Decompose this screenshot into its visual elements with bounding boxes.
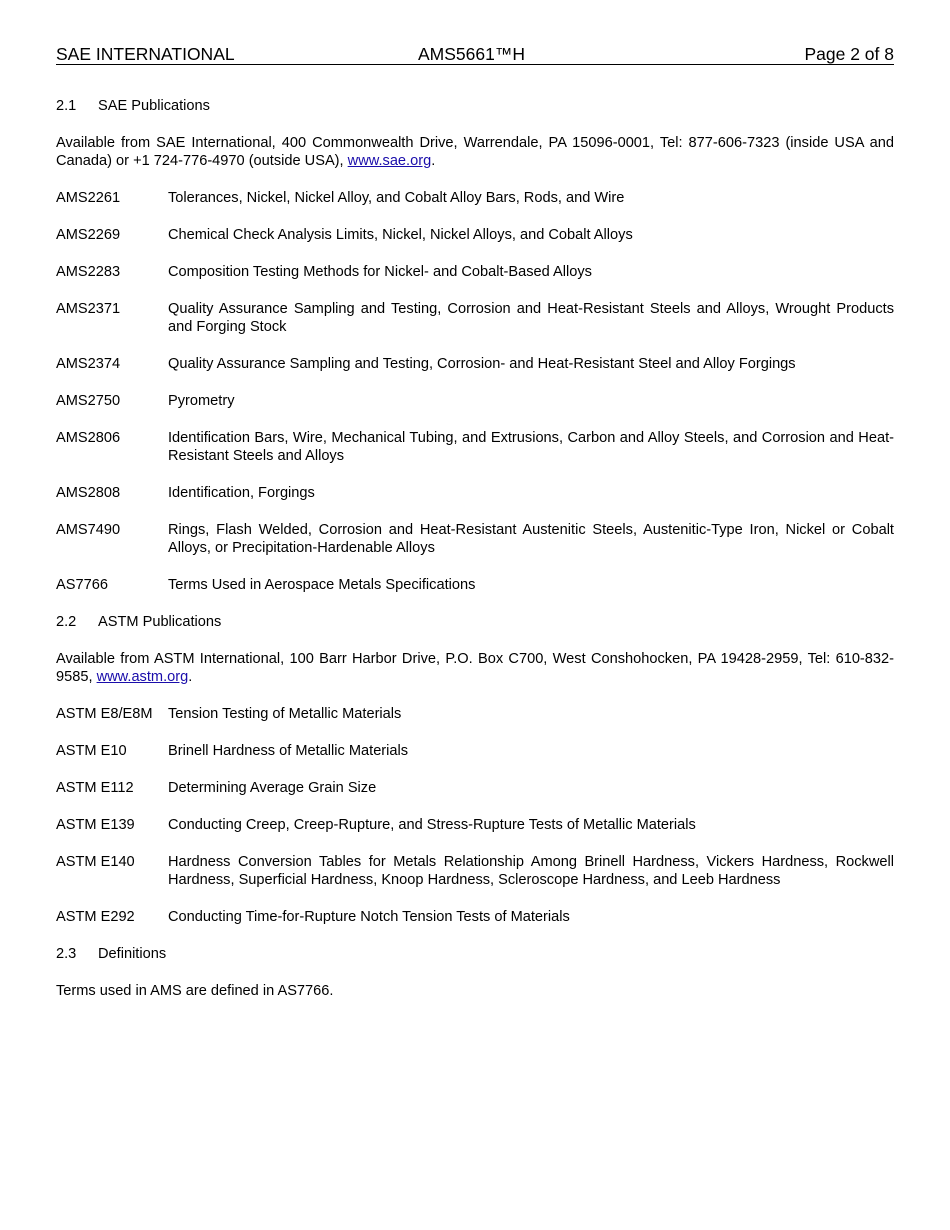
reference-title: Composition Testing Methods for Nickel- and Cobalt-Based Alloys — [168, 264, 592, 280]
section-number: 2.1 — [56, 98, 77, 114]
page-header — [56, 44, 894, 65]
reference-row — [56, 816, 894, 834]
reference-id: ASTM E292 — [56, 909, 135, 925]
reference-row — [56, 779, 894, 797]
definitions-paragraph: Terms used in AMS are defined in AS7766. — [56, 983, 334, 999]
reference-row — [56, 355, 894, 373]
reference-title: Conducting Time-for-Rupture Notch Tension Tests of Materials — [168, 909, 570, 925]
reference-row — [56, 226, 894, 244]
reference-title: Brinell Hardness of Metallic Materials — [168, 743, 409, 759]
reference-title: Determining Average Grain Size — [168, 780, 377, 796]
section-heading — [56, 613, 894, 631]
reference-title: Rings, Flash Welded, Corrosion and Heat-Resistant Austenitic Steels, Austenitic-Type Iron, Nickel or Cobalt Alloys, or Precipitation-Hardenable Alloys — [168, 522, 894, 556]
astm-reference-list — [56, 705, 894, 926]
reference-row — [56, 705, 894, 723]
section-heading — [56, 97, 894, 115]
reference-title: Conducting Creep, Creep-Rupture, and Stress-Rupture Tests of Metallic Materials — [168, 817, 696, 833]
astm-website-link[interactable]: www.astm.org — [96, 669, 189, 685]
section-title: ASTM Publications — [98, 614, 222, 630]
reference-id: ASTM E8/E8M — [56, 706, 153, 722]
reference-id: AMS2374 — [56, 356, 121, 372]
availability-paragraph: Available from SAE International, 400 Commonwealth Drive, Warrendale, PA 15096-0001, Tel: 877-606-7323 (inside USA and Canada) or +1 724-776-4970 (outside USA), www.sae.org. — [56, 135, 894, 169]
availability-paragraph: Available from ASTM International, 100 Barr Harbor Drive, P.O. Box C700, West Conshohocken, PA 19428-2959, Tel: 610-832-9585, www.astm.org. — [56, 651, 894, 685]
header-organization: SAE INTERNATIONAL — [56, 44, 235, 64]
reference-id: AMS2371 — [56, 301, 121, 317]
reference-id: ASTM E140 — [56, 854, 135, 870]
availability-text: Available from ASTM International, 100 Barr Harbor Drive, P.O. Box C700, West Conshohocken, PA 19428-2959, Tel: 610-832-9585, — [56, 651, 894, 685]
document-body — [56, 97, 894, 1019]
availability-text: Available from SAE International, 400 Commonwealth Drive, Warrendale, PA 15096-0001, Tel: 877-606-7323 (inside USA and Canada) or +1 724-776-4970 (outside USA), — [56, 135, 894, 169]
reference-row — [56, 392, 894, 410]
reference-title: Tension Testing of Metallic Materials — [168, 706, 402, 722]
reference-row — [56, 908, 894, 926]
header-page-number: Page 2 of 8 — [804, 44, 894, 64]
sae-reference-list — [56, 189, 894, 594]
reference-id: AMS2261 — [56, 190, 121, 206]
section-heading — [56, 945, 894, 963]
reference-title: Hardness Conversion Tables for Metals Relationship Among Brinell Hardness, Vickers Hardness, Rockwell Hardness, Superficial Hardness, Knoop Hardness, Scleroscope Hardness, and Leeb Hardness — [168, 854, 894, 888]
section-number: 2.2 — [56, 614, 77, 630]
header-document-code: AMS5661™H — [418, 44, 525, 64]
reference-title: Pyrometry — [168, 393, 235, 409]
reference-title: Identification, Forgings — [168, 485, 315, 501]
reference-title: Terms Used in Aerospace Metals Specifications — [168, 577, 476, 593]
sae-website-link[interactable]: www.sae.org — [347, 153, 432, 169]
reference-id: AS7766 — [56, 577, 108, 593]
reference-row — [56, 742, 894, 760]
reference-title: Identification Bars, Wire, Mechanical Tubing, and Extrusions, Carbon and Alloy Steels, and Corrosion and Heat-Resistant Steels and Alloys — [168, 430, 894, 464]
reference-id: ASTM E139 — [56, 817, 135, 833]
reference-row — [56, 521, 894, 557]
reference-id: AMS2283 — [56, 264, 121, 280]
reference-row — [56, 429, 894, 465]
section-number: 2.3 — [56, 946, 77, 962]
reference-id: ASTM E112 — [56, 780, 134, 796]
reference-id: AMS7490 — [56, 522, 121, 538]
reference-row — [56, 576, 894, 594]
reference-row — [56, 263, 894, 281]
reference-row — [56, 484, 894, 502]
reference-id: AMS2808 — [56, 485, 121, 501]
reference-id: AMS2269 — [56, 227, 121, 243]
reference-id: AMS2806 — [56, 430, 121, 446]
reference-row — [56, 300, 894, 336]
reference-id: AMS2750 — [56, 393, 121, 409]
section-title: Definitions — [98, 946, 167, 962]
section-title: SAE Publications — [98, 98, 210, 114]
reference-title: Tolerances, Nickel, Nickel Alloy, and Cobalt Alloy Bars, Rods, and Wire — [168, 190, 625, 206]
reference-title: Quality Assurance Sampling and Testing, Corrosion- and Heat-Resistant Steel and Alloy Forgings — [168, 356, 796, 372]
reference-row — [56, 853, 894, 889]
reference-row — [56, 189, 894, 207]
reference-title: Chemical Check Analysis Limits, Nickel, Nickel Alloys, and Cobalt Alloys — [168, 227, 633, 243]
reference-id: ASTM E10 — [56, 743, 127, 759]
reference-title: Quality Assurance Sampling and Testing, Corrosion and Heat-Resistant Steels and Alloys, Wrought Products and Forging Stock — [168, 301, 894, 335]
